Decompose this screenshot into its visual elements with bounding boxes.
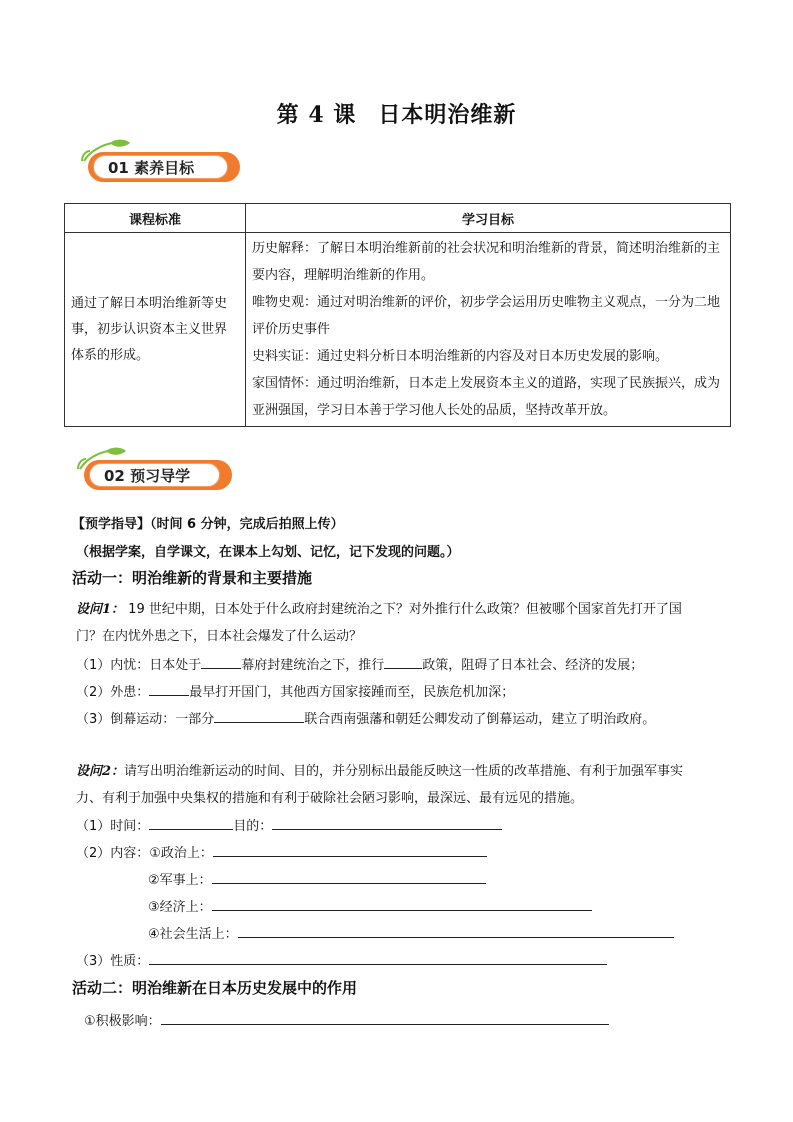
fill-blank[interactable] — [212, 871, 486, 884]
learning-goals-cell — [246, 233, 731, 427]
content-economy-line: ③经济上： — [148, 896, 592, 915]
goal-item: 家国情怀：通过明治维新，日本走上发展资本主义的道路，实现了民族振兴，成为亚洲强国，学习日本善于学习他人长处的品质，坚持改革开放。 — [252, 376, 721, 418]
guide-line-2: （根据学案，自学课文，在课本上勾划、记忆，记下发现的问题。） — [76, 545, 460, 560]
page-title: 第 4 课 日本明治维新 — [276, 102, 517, 128]
nature-line: （3）性质： — [76, 950, 607, 969]
fill-blank[interactable] — [149, 952, 607, 965]
fill-blank[interactable] — [149, 817, 233, 830]
guide-line-1: 【预学指导】（时间 6 分钟，完成后拍照上传） — [72, 517, 344, 532]
fill-blank[interactable] — [161, 1012, 609, 1025]
question-2-cont: 力、有利于加强中央集权的措施和有利于破除社会陋习影响，最深远、最有远见的措施。 — [76, 791, 584, 806]
goal-item: 唯物史观：通过对明治维新的评价，初步学会运用历史唯物主义观点，一分为二地评价历史事件 — [252, 295, 721, 337]
fill-blank[interactable] — [201, 656, 241, 669]
fill-blank[interactable] — [149, 683, 189, 696]
fill-blank[interactable] — [214, 710, 304, 723]
fill-blank[interactable] — [272, 817, 502, 830]
table-header-goals: 学习目标 — [246, 204, 731, 233]
activity-2-title: 活动二：明治维新在日本历史发展中的作用 — [72, 979, 358, 997]
fill-blank[interactable] — [213, 844, 487, 857]
badge-label: 01 素养目标 — [108, 159, 195, 177]
section-badge-1 — [74, 140, 244, 177]
content-politics-line: （2）内容：①政治上： — [76, 842, 487, 861]
content-society-line: ④社会生活上： — [148, 923, 674, 942]
goal-item: 历史解释：了解日本明治维新前的社会状况和明治维新的背景，简述明治维新的主要内容，理解明治维新的作用。 — [252, 241, 721, 283]
section-badge-2 — [70, 448, 240, 485]
content-military-line: ②军事上： — [148, 869, 486, 888]
badge-label: 02 预习导学 — [104, 467, 191, 485]
objectives-table — [64, 203, 731, 427]
course-standard-cell: 通过了解日本明治维新等史事，初步认识资本主义世界体系的形成。 — [65, 233, 246, 427]
time-purpose-line: （1）时间： 目的： — [76, 815, 502, 834]
answer-1-line: （1）内忧：日本处于 幕府封建统治之下，推行 政策，阻碍了日本社会、经济的发展； — [76, 658, 644, 673]
answer-3-line: （3）倒幕运动：一部分 联合西南强藩和朝廷公卿发动了倒幕运动，建立了明治政府。 — [76, 712, 656, 727]
table-header-standard: 课程标准 — [65, 204, 246, 233]
positive-impact-line: ①积极影响： — [84, 1010, 609, 1029]
fill-blank[interactable] — [238, 925, 674, 938]
question-1-cont: 门？在内忧外患之下，日本社会爆发了什么运动？ — [76, 629, 363, 644]
goal-item: 史料实证：通过史料分析日本明治维新的内容及对日本历史发展的影响。 — [252, 349, 669, 364]
fill-blank[interactable] — [212, 898, 592, 911]
answer-2-line: （2）外患： 最早打开国门，其他西方国家接踵而至，民族危机加深； — [76, 685, 515, 700]
fill-blank[interactable] — [384, 656, 422, 669]
question-1: 设问1： 19 世纪中期，日本处于什么政府封建统治之下？对外推行什么政策？但被哪个国家首先打开了国 — [76, 602, 682, 617]
activity-1-title: 活动一：明治维新的背景和主要措施 — [72, 569, 313, 587]
question-2: 设问2：请写出明治维新运动的时间、目的，并分别标出最能反映这一性质的改革措施、有利于加强军事实 — [76, 764, 684, 779]
